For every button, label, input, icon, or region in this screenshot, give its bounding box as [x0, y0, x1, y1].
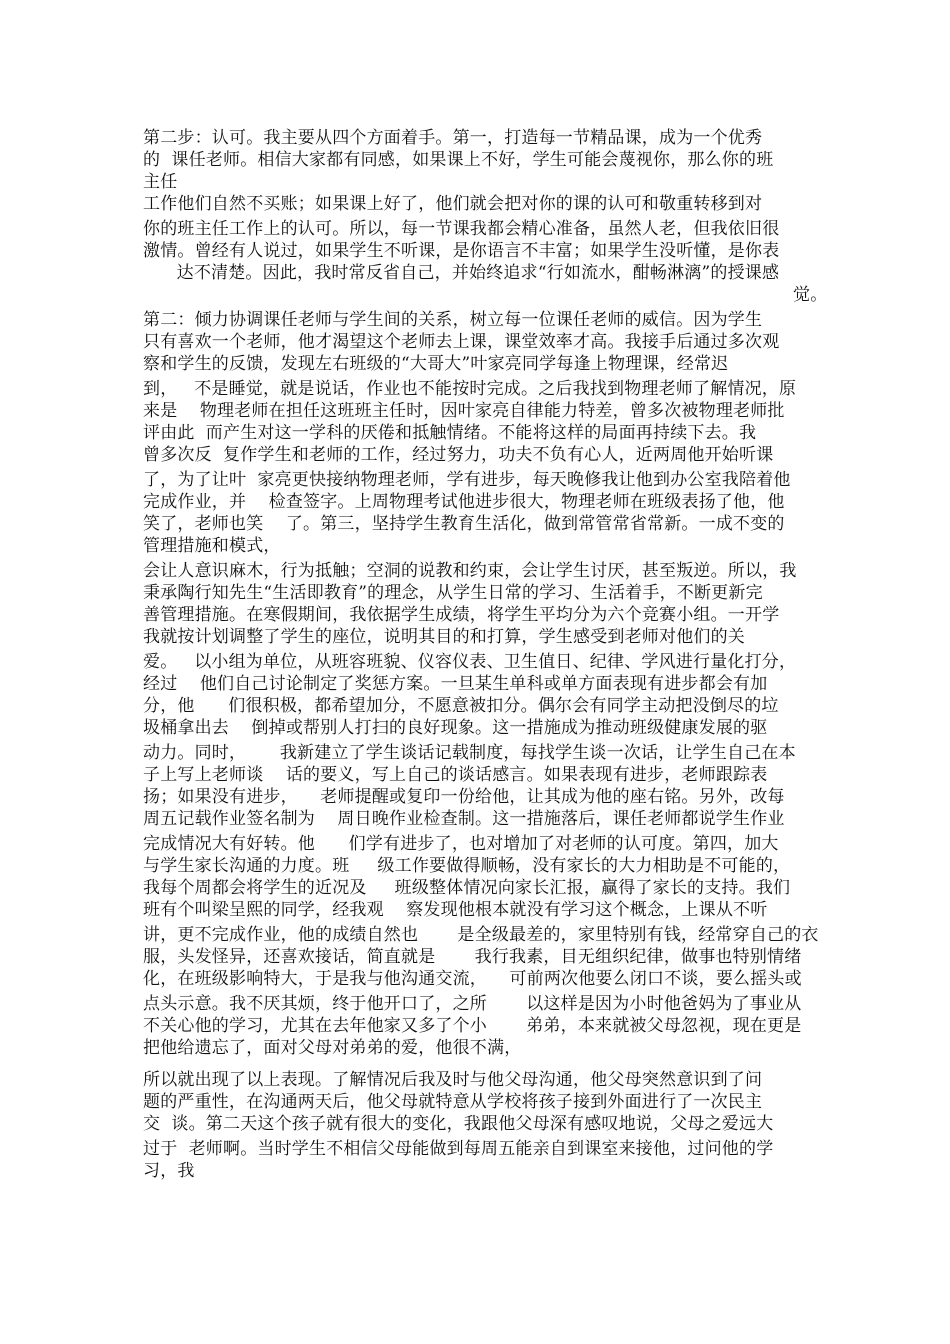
text-line: 把他给遗忘了，面对父母对弟弟的爱，他很不满，	[143, 1038, 522, 1058]
text-line: 觉。	[793, 285, 828, 305]
text-line: 点头示意。我不厌其烦，终于他开口了，之所 以这样是因为小时他爸妈为了事业从	[143, 994, 802, 1014]
text-line: 会让人意识麻木，行为抵触；空洞的说教和约束，会让学生讨厌，甚至叛逆。所以，我	[143, 561, 797, 581]
text-line: 完成作业，并 检查签字。上周物理考试他进步很大，物理老师在班级表扬了他，他	[143, 492, 785, 512]
text-line: 题的严重性，在沟通两天后，他父母就特意从学校将孩子接到外面进行了一次民主	[143, 1092, 763, 1112]
text-line: 管理措施和模式，	[143, 536, 281, 556]
text-line: 评由此 而产生对这一学科的厌倦和抵触情绪。不能将这样的局面再持续下去。我	[143, 423, 757, 443]
text-line: 交 谈。第二天这个孩子就有很大的变化，我跟他父母深有感叹地说，父母之爱远大	[143, 1114, 774, 1134]
text-line: 化，在班级影响特大，于是我与他沟通交流， 可前两次他要么闭口不谈，要么摇头或	[143, 969, 802, 989]
text-line: 过于 老师啊。当时学生不相信父母能做到每周五能亲自到课室来接他，过问他的学	[143, 1139, 774, 1159]
text-line: 服，头发怪异，还喜欢接话，简直就是 我行我素，目无组织纪律，做事也特别情绪	[143, 947, 802, 967]
text-line: 我就按计划调整了学生的座位，说明其目的和打算，学生感受到老师对他们的关	[143, 627, 745, 647]
text-line: 到， 不是睡觉，就是说话，作业也不能按时完成。之后我找到物理老师了解情况，原	[143, 379, 797, 399]
text-line: 激情。曾经有人说过，如果学生不听课，是你语言不丰富；如果学生没听懂，是你表	[143, 241, 780, 261]
text-line: 善管理措施。在寒假期间，我依据学生成绩，将学生平均分为六个竞赛小组。一开学	[143, 605, 780, 625]
text-line: 工作他们自然不买账；如果课上好了，他们就会把对你的课的认可和敬重转移到对	[143, 194, 763, 214]
text-line: 我每个周都会将学生的近况及 班级整体情况向家长汇报，赢得了家长的支持。我们	[143, 878, 791, 898]
text-line: 经过 他们自己讨论制定了奖惩方案。一旦某生单科或单方面表现有进步都会有加	[143, 674, 768, 694]
text-line: 笑了，老师也笑 了。第三，坚持学生教育生活化，做到常管常省常新。一成不变的	[143, 514, 785, 534]
text-line: 班有个叫梁呈熙的同学，经我观 察发现他根本就没有学习这个概念，上课从不听	[143, 900, 768, 920]
text-line: 的 课任老师。相信大家都有同感，如果课上不好，学生可能会蔑视你，那么你的班	[143, 150, 774, 170]
text-line: 不关心他的学习，尤其在去年他家又多了个小 弟弟，本来就被父母忽视，现在更是	[143, 1016, 802, 1036]
text-line: 动力。同时， 我新建立了学生谈话记载制度，每找学生谈一次话，让学生自己在本	[143, 743, 796, 763]
text-line: 察和学生的反馈，发现左右班级的“大哥大”叶家亮同学每逢上物理课，经常迟	[143, 354, 729, 374]
text-line: 你的班主任工作上的认可。所以，每一节课我都会精心准备，虽然人老，但我依旧很	[143, 219, 780, 239]
text-line: 第二步：认可。我主要从四个方面着手。第一，打造每一节精品课，成为一个优秀	[143, 128, 763, 148]
text-line: 习，我	[143, 1161, 195, 1181]
text-line: 达不清楚。因此，我时常反省自己，并始终追求“行如流水，酣畅淋漓”的授课感	[143, 263, 780, 283]
text-line: 了，为了让叶 家亮更快接纳物理老师，学有进步，每天晚修我让他到办公室我陪着他	[143, 470, 791, 490]
text-line: 完成情况大有好转。他 们学有进步了，也对增加了对老师的认可度。第四，加大	[143, 834, 779, 854]
text-line: 圾桶拿出去 倒掉或帮别人打扫的良好现象。这一措施成为推动班级健康发展的驱	[143, 718, 768, 738]
text-line: 曾多次反 复作学生和老师的工作，经过努力，功夫不负有心人，近两周他开始听课	[143, 445, 774, 465]
text-line: 扬；如果没有进步， 老师提醒或复印一份给他，让其成为他的座右铭。另外，改每	[143, 787, 785, 807]
text-line: 子上写上老师谈 话的要义，写上自己的谈话感言。如果表现有进步，老师跟踪表	[143, 765, 768, 785]
text-line: 来是 物理老师在担任这班班主任时，因叶家亮自律能力特差，曾多次被物理老师批	[143, 401, 785, 421]
text-line: 只有喜欢一个老师，他才渴望这个老师去上课，课堂效率才高。我接手后通过多次观	[143, 332, 780, 352]
text-line: 第二：倾力协调课任老师与学生间的关系，树立每一位课任老师的威信。因为学生	[143, 310, 763, 330]
text-line: 秉承陶行知先生“生活即教育”的理念，从学生日常的学习、生活着手，不断更新完	[143, 583, 763, 603]
text-line: 分，他 们很积极，都希望加分，不愿意被扣分。偶尔会有同学主动把没倒尽的垃	[143, 696, 779, 716]
text-line: 与学生家长沟通的力度。班 级工作要做得顺畅，没有家长的大力相助是不可能的，	[143, 856, 791, 876]
text-line: 主任	[143, 172, 178, 192]
text-line: 周五记载作业签名制为 周日晚作业检查制。这一措施落后，课任老师都说学生作业	[143, 809, 785, 829]
text-line: 爱。 以小组为单位，从班容班貌、仪容仪表、卫生值日、纪律、学风进行量化打分，	[143, 652, 797, 672]
text-line: 讲，更不完成作业，他的成绩自然也 是全级最差的，家里特别有钱，经常穿自己的衣	[143, 925, 819, 945]
text-line: 所以就出现了以上表现。了解情况后我及时与他父母沟通，他父母突然意识到了问	[143, 1070, 763, 1090]
